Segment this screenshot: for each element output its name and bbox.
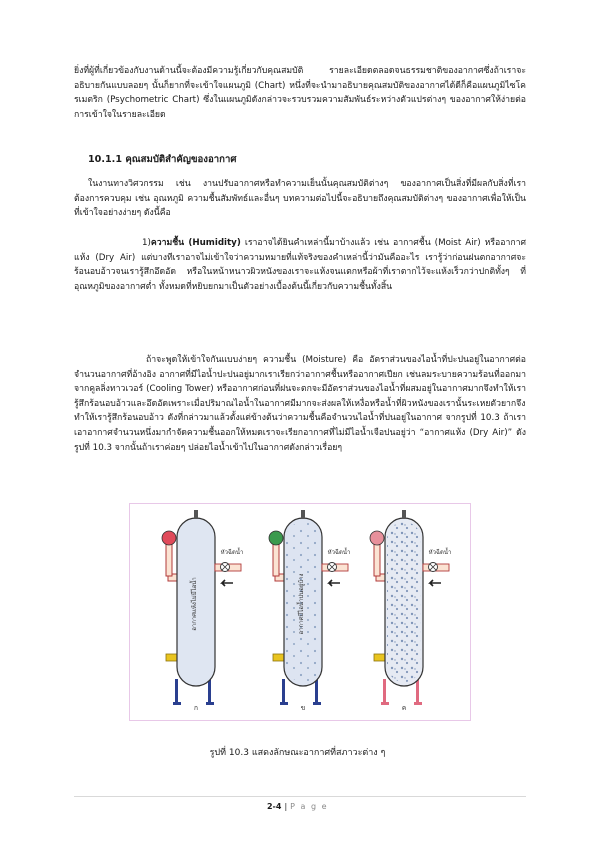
tank-b-gauge xyxy=(269,531,283,545)
list-number: 1) xyxy=(142,238,151,248)
tank-c-valve-label: หัวฉีดน้ำ xyxy=(428,549,452,556)
page-number: 2-4 xyxy=(266,802,282,811)
page-word: P a g e xyxy=(290,802,328,811)
humidity-paragraph xyxy=(74,236,526,294)
footer-divider xyxy=(74,796,526,797)
figure-air-states xyxy=(129,503,471,721)
moisture-paragraph: ถ้าจะพูดให้เข้าใจกันแบบง่ายๆ ความชื้น (Moisture) คือ อัตราส่วนของไอน้ำที่ปะปนอยู่ในอากาศต่อจำนวนอากาศที่อ้างอิง อากาศที่มีไอน้ำปะปนอยู่มากเราเรียกว่าอากาศชื้นหรืออากาศเปียก เช่นลมระบายความร้อนที่ออกมาจากคูลลิ่งทาวเวอร์ (Cooling Tower) หรืออากาศก่อนที่ฝนจะตกจะมีอัตราส่วนของไอน้ำที่ผสมอยู่ในอากาศมากจึงทำให้เรารู้สึกร้อนอบอ้าวและอึดอัดเพราะเมื่อปริมาณไอน้ำในอากาศมีมากจะส่งผลให้เหงื่อหรือน้ำที่ผิวหนังของเรานั้นระเหยตัวยากจึงทำให้เรารู้สึกร้อนอบอ้าว ดังที่กล่าวมาแล้วตั้งแต่ข้างต้นว่าความชื้นคือจำนวนไอน้ำที่ปนอยู่ในอากาศ จากรูปที่ 10.3 ถ้าเราเอาอากาศจำนวนหนึ่งมากำจัดความชื้นออกให้หมดเราจะเรียกอากาศที่ไม่มีไอน้ำเจือปนอยู่ว่า “อากาศแห้ง (Dry Air)” ดังรูปที่ 10.3 จากนั้นถ้าเราค่อยๆ ปล่อยไอน้ำเข้าไปในอากาศดังกล่าวเรื่อยๆ xyxy=(74,355,526,453)
tank-a-valve-label: หัวฉีดน้ำ xyxy=(220,549,244,556)
tank-a-content-label: อากาศแห้งไม่มีไอน้ำ xyxy=(191,577,198,631)
tank-a-leg-right xyxy=(208,679,211,705)
tank-b-valve-label: หัวฉีดน้ำ xyxy=(327,549,351,556)
air-tanks-illustration xyxy=(130,504,470,720)
tank-a-air-arrow-icon xyxy=(222,580,233,586)
tank-c-air-arrow-icon xyxy=(430,580,441,586)
properties-intro-paragraph: ในงานทางวิศวกรรม เช่น งานปรับอากาศหรือทำความเย็นนั้นคุณสมบัติต่างๆ ของอากาศเป็นสิ่งที่มีผลกับสิ่งที่เราต้องการควบคุม เช่น อุณหภูมิ ความชื้นสัมพัทธ์และอื่นๆ บทความต่อไปนี้จะอธิบายถึงคุณสมบัติต่างๆ ของอากาศเพื่อให้เป็นที่เข้าใจอย่างง่ายๆ ดังนี้คือ xyxy=(74,179,526,219)
figure-caption: รูปที่ 10.3 แสดงลักษณะอากาศที่สภาวะต่าง ๆ xyxy=(209,748,386,758)
tank-a-dry-air xyxy=(162,510,243,712)
humidity-text: เราอาจได้ยินคำเหล่านี้มาบ้างแล้ว เช่น อากาศชื้น (Moist Air) หรืออากาศแห้ง (Dry Air) แต่บางทีเราอาจไม่เข้าใจว่าความหมายที่แท้จริงของคำเหล่านี้ว่ามันคืออะไร เรารู้ว่าก่อนฝนตกอากาศจะร้อนอบอ้าวจนเรารู้สึกอึดอัด หรือในหน้าหนาวผิวหนังของเราจะแห้งจนแตกหรือผ้าที่เราตากไว้จะแห้งเร็วกว่าปกติทั้งๆ ที่อุณหภูมิของอากาศต่ำ ทั้งหมดที่หยิบยกมาเป็นตัวอย่างเบื้องต้นนี้เกี่ยวกับความชื้นทั้งสิ้น xyxy=(74,238,527,292)
footer-separator: | xyxy=(284,802,288,811)
tank-c-droplets xyxy=(387,522,421,682)
tank-b-air-arrow-icon xyxy=(329,580,340,586)
section-heading: 10.1.1 คุณสมบัติสำคัญของอากาศ xyxy=(88,154,237,165)
page-footer xyxy=(0,802,595,811)
panel-letter-c: ค xyxy=(401,704,407,712)
panel-letter-b: ข xyxy=(300,704,306,712)
tank-a-gauge xyxy=(162,531,176,545)
tank-b-moist-air xyxy=(269,510,350,712)
tank-c-gauge xyxy=(370,531,384,545)
panel-letter-a: ก xyxy=(194,704,198,712)
intro-paragraph: ยิ่งที่ผู้ที่เกี่ยวข้องกับงานด้านนี้จะต้องมีความรู้เกี่ยวกับคุณสมบัติ รายละเอียดตลอดจนธรรมชาติของอากาศซึ่งถ้าเราจะอธิบายกันแบบลอยๆ นั้นก็ยากที่จะเข้าใจแผนภูมิ (Chart) หนึ่งที่จะนำมาอธิบายคุณสมบัติของอากาศได้ดีก็คือแผนภูมิไซโครเมตริก (Psychometric Chart) ซึ่งในแผนภูมิดังกล่าวจะรวบรวมความสัมพันธ์ระหว่างตัวแปรต่างๆ ของอากาศให้ง่ายต่อการเข้าใจในรายละเอียด xyxy=(74,66,526,120)
tank-a-leg-left xyxy=(175,679,178,705)
tank-b-content-label: อากาศมีไอน้ำปนอยู่บ้าง xyxy=(298,573,305,635)
tank-c-saturated-air xyxy=(370,510,451,712)
humidity-term: ความชื้น (Humidity) xyxy=(150,238,241,248)
